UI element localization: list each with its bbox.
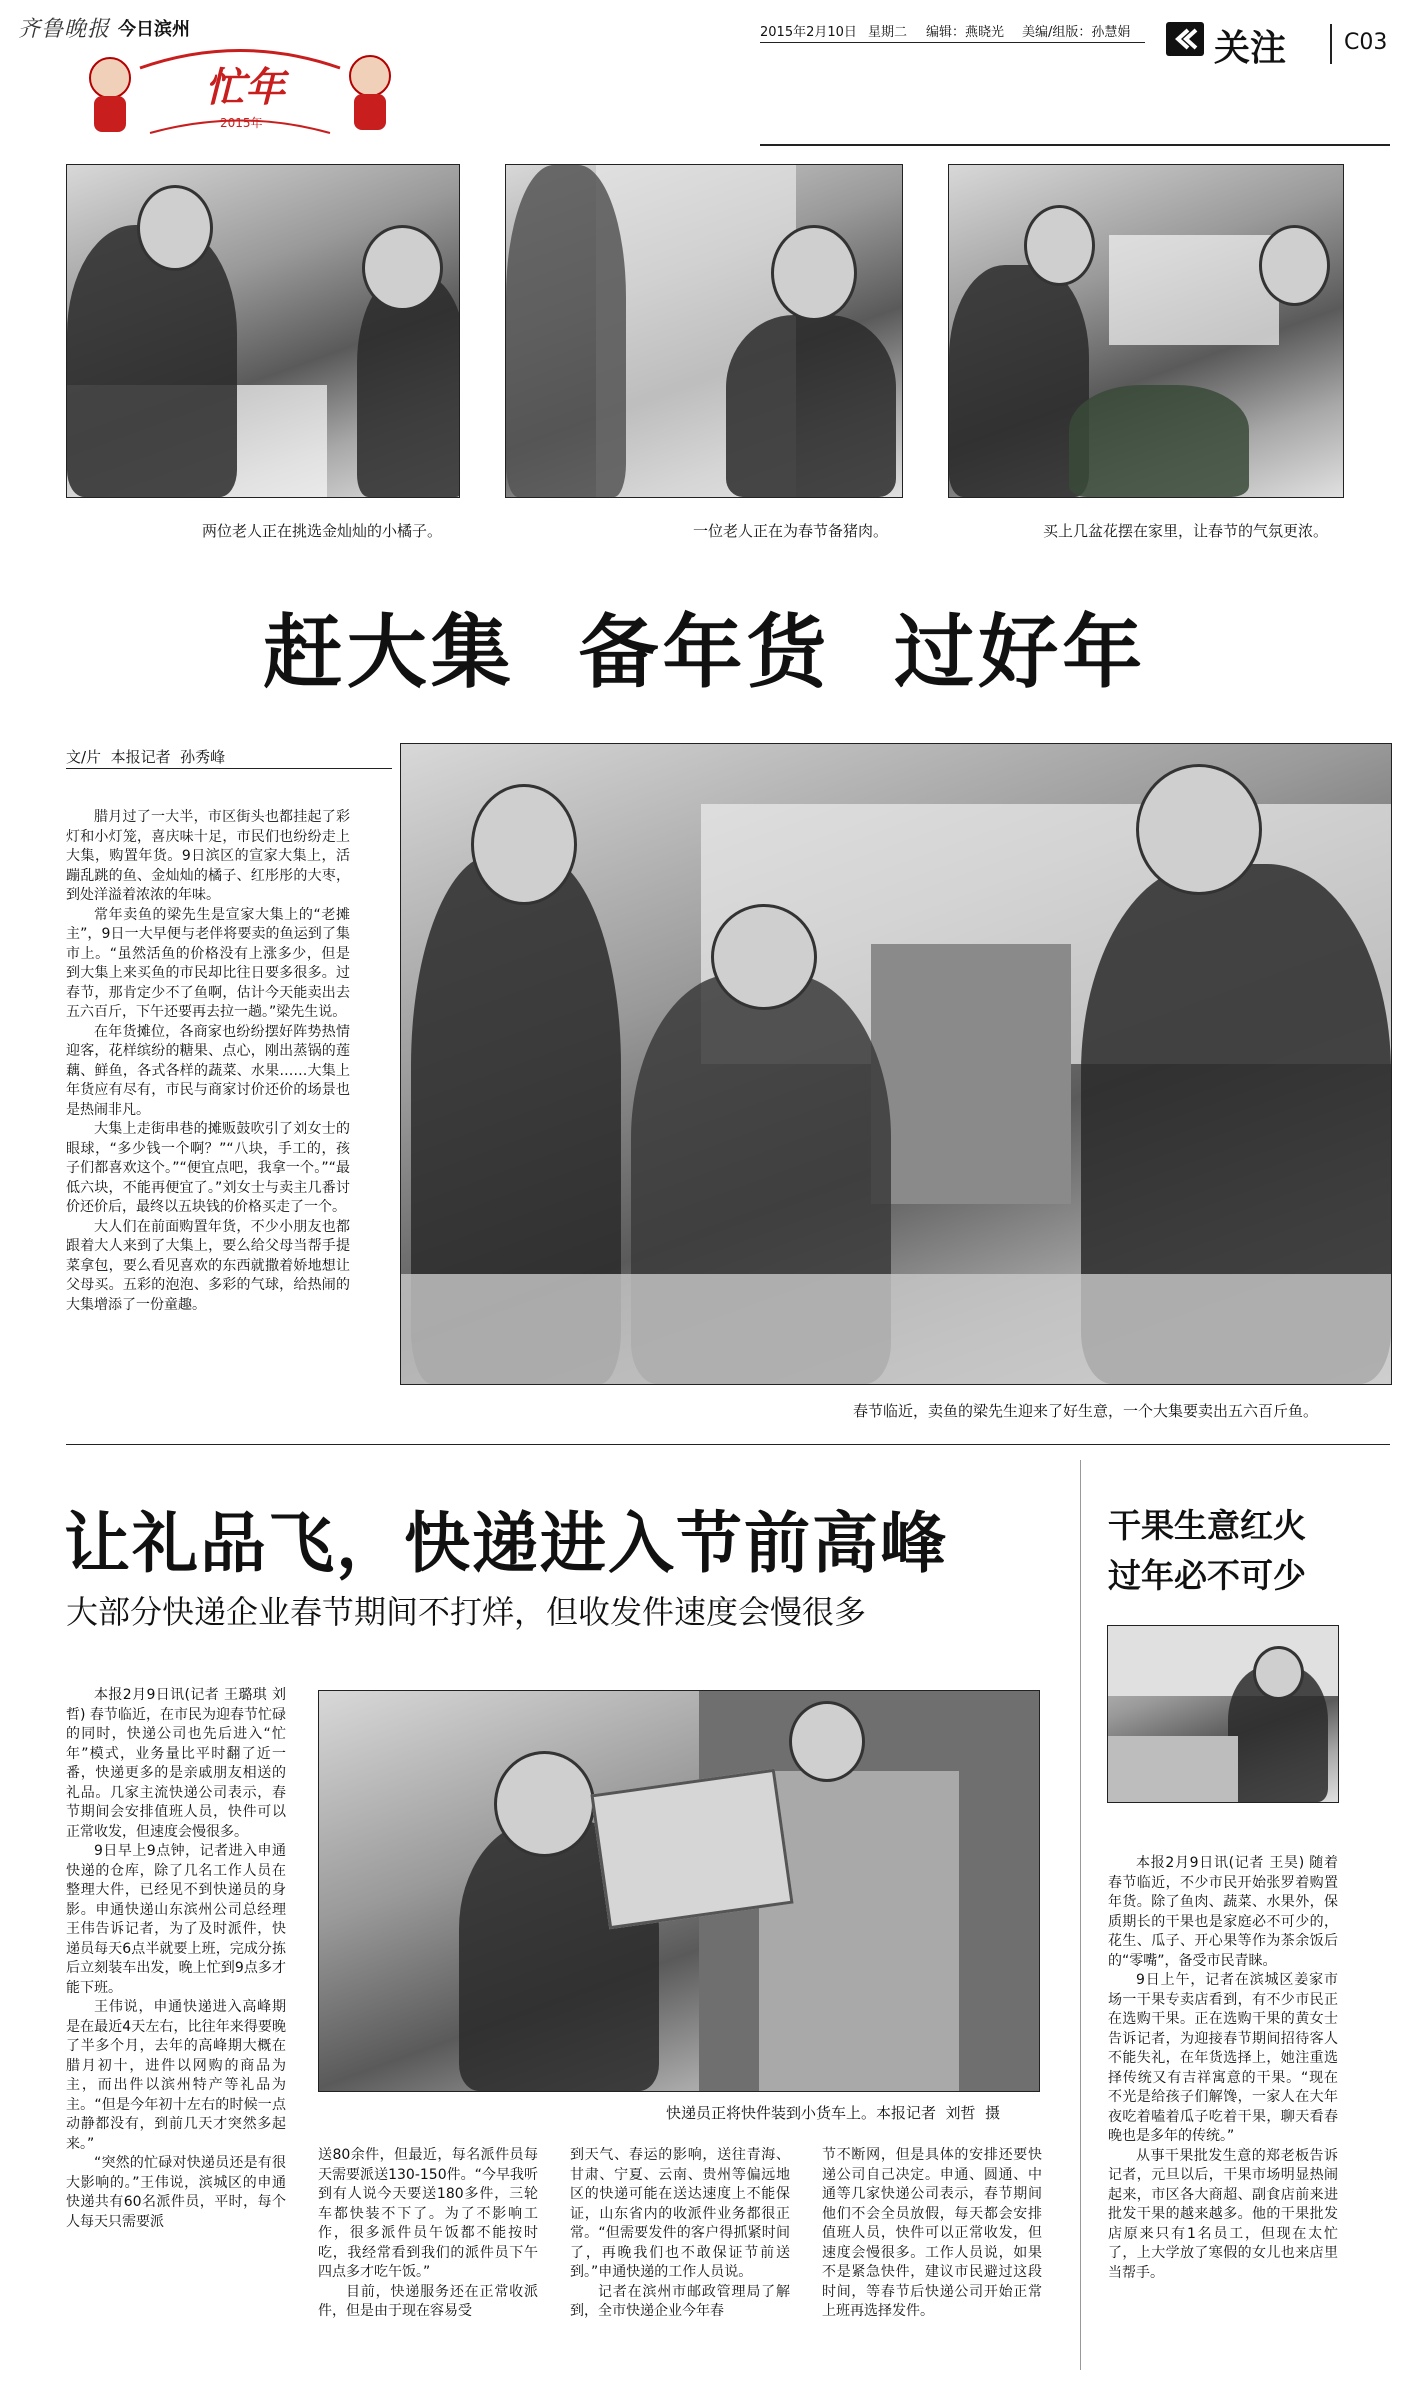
page-number: C03 [1344,30,1388,55]
feature-body [66,808,350,1315]
photo-courier [318,1690,1040,2092]
section-separator [66,1444,1390,1445]
express-paragraph: “突然的忙碌对快递员还是有很大影响的。”王伟说，滨城区的申通快递共有60名派件员，平时，每个人每天只需要派 [66,2155,286,2230]
express-col-1 [66,1686,286,2232]
section-title: 关注 [1214,28,1287,69]
section-divider [1330,24,1332,64]
masthead-underline [760,42,1145,43]
nuts-headline-line1: 干果生意红火 [1108,1506,1306,1545]
express-col-4 [822,2146,1042,2322]
feature-paragraph: 大集上走街串巷的摊贩鼓吹引了刘女士的眼球，“多少钱一个啊？”“八块，手工的，孩子们都喜欢这个。”“便宜点吧，我拿一个。”“最低六块，不能再便宜了。”刘女士与卖主几番讨价还价后，最终以五块钱的价格买走了一个。 [66,1121,350,1215]
photo-flowers [948,164,1344,498]
designer-credit: 美编/组版：孙慧娟 [1022,25,1131,40]
express-paragraph: 到天气、春运的影响，送往青海、甘肃、宁夏、云南、贵州等偏远地区的快递可能在送达速度上不能保证，山东省内的收派件业务都很正常。“但需要发件的客户得抓紧时间了，再晚我们也不敢保证节前送到。”申通快递的工作人员说。 [570,2147,790,2280]
express-paragraph: 王伟说，申通快递进入高峰期是在最近4天左右，比往年来得要晚了半多个月，去年的高峰期大概在腊月初十，进件以网购的商品为主，而出件以滨州特产等礼品为主。“但是今年初十左右的时候一点动静都没有，到前几天才突然多起来。” [66,1999,286,2152]
nuts-body [1108,1854,1338,2283]
nuts-headline-line2: 过年必不可少 [1108,1556,1306,1595]
feature-paragraph: 在年货摊位，各商家也纷纷摆好阵势热情迎客，花样缤纷的糖果、点心，刚出蒸锅的莲藕、鲜鱼，各式各样的蔬菜、水果……大集上年货应有尽有，市民与商家讨价还价的场景也是热闹非凡。 [66,1023,350,1118]
express-subheadline: 大部分快递企业春节期间不打烊，但收发件速度会慢很多 [66,1593,867,1631]
express-paragraph: 9日早上9点钟，记者进入申通快递的仓库，除了几名工作人员在整理大件，已经见不到快递员的身影。申通快递山东滨州公司总经理王伟告诉记者，为了及时派件，快递员每天6点半就要上班，完成分拣后立刻装车出发，晚上忙到9点多才能下班。 [66,1843,286,1996]
photo-oranges [66,164,460,498]
express-headline: 让礼品飞，快递进入节前高峰 [64,1505,948,1582]
feature-paragraph: 常年卖鱼的梁先生是宣家大集上的“老摊主”，9日一大早便与老伴将要卖的鱼运到了集市上。“虽然活鱼的价格没有上涨多少，但是到大集上来买鱼的市民却比往日要多很多。过春节，那肯定少不了鱼啊，估计今天能卖出去五六百斤，下午还要再去拉一趟。”梁先生说。 [66,906,350,1020]
feature-byline: 文/片 本报记者 孙秀峰 [66,748,226,766]
caption-oranges: 两位老人正在挑选金灿灿的小橘子。 [202,522,443,540]
edition-name: 今日滨州 [118,19,190,40]
express-col-3 [570,2146,790,2322]
logo-text: 忙年 [205,64,285,111]
express-paragraph: 目前，快递服务还在正常收派件，但是由于现在容易受 [318,2283,538,2319]
paper-name: 齐鲁晚报 [18,17,111,42]
caption-pork: 一位老人正在为春节备猪肉。 [693,522,889,540]
editor-credit: 编辑：燕晓光 [926,25,1005,40]
photo-nut-shop [1107,1625,1339,1803]
feature-headline: 赶大集 备年货 过好年 [262,606,1147,699]
issue-weekday: 星期二 [868,25,908,40]
caption-fish-market: 春节临近，卖鱼的梁先生迎来了好生意，一个大集要卖出五六百斤鱼。 [853,1402,1319,1420]
photo-fish-market [400,743,1392,1385]
caption-courier: 快递员正将快件装到小货车上。本报记者 刘哲 摄 [666,2104,1001,2122]
sidebar-divider [1080,1460,1081,2370]
express-paragraph: 节不断网，但是具体的安排还要快递公司自己决定。申通、圆通、中通等几家快递公司表示，春节期间他们不会全员放假，每天都会安排值班人员，快件可以正常收发，但速度会慢很多。工作人员说，如果不是紧急快件，建议市民避过这段时间，等春节后快递公司开始正常上班再选择发件。 [822,2147,1042,2319]
festival-logo [70,38,410,143]
caption-flowers: 买上几盆花摆在家里，让春节的气氛更浓。 [1043,522,1329,540]
section-marker-icon [1166,22,1204,56]
photo-pork [505,164,903,498]
express-paragraph: 本报2月9日讯(记者 王璐琪 刘哲) 春节临近，在市民为迎春节忙碌的同时，快递公司也先后进入“忙年”模式，业务量比平时翻了近一番，快递更多的是亲戚朋友相送的礼品。几家主流快递公司表示，春节期间会安排值班人员，快件可以正常收发，但速度会慢很多。 [66,1687,286,1840]
issue-date: 2015年2月10日 [760,25,857,40]
nuts-paragraph: 9日上午，记者在滨城区姜家市场一干果专卖店看到，有不少市民正在选购干果。正在选购干果的黄女士告诉记者，为迎接春节期间招待客人不能失礼，在年货选择上，她注重选择传统又有吉祥寓意的干果。“现在不光是给孩子们解馋，一家人在大年夜吃着嗑着瓜子吃着干果，聊天看春晚也是多年的传统。” [1108,1972,1338,2144]
logo-year: 2015年 [220,116,263,130]
feature-paragraph: 腊月过了一大半，市区街头也都挂起了彩灯和小灯笼，喜庆味十足，市民们也纷纷走上大集，购置年货。9日滨区的宣家大集上，活蹦乱跳的鱼、金灿灿的橘子、红彤彤的大枣，到处洋溢着浓浓的年味。 [66,809,350,903]
express-paragraph: 记者在滨州市邮政管理局了解到，全市快递企业今年春 [570,2283,790,2319]
nuts-paragraph: 从事干果批发生意的郑老板告诉记者，元旦以后，干果市场明显热闹起来，市区各大商超、副食店前来进批发干果的越来越多。他的干果批发店原来只有1名员工，但现在太忙了，上大学放了寒假的女儿也来店里当帮手。 [1108,2147,1338,2281]
feature-paragraph: 大人们在前面购置年货，不少小朋友也都跟着大人来到了大集上，要么给父母当帮手提菜拿包，要么看见喜欢的东西就撒着娇地想让父母买。五彩的泡泡、多彩的气球，给热闹的大集增添了一份童趣。 [66,1218,350,1313]
masthead [0,0,1409,150]
express-paragraph: 送80余件，但最近，每名派件员每天需要派送130-150件。“今早我听到有人说今天要送180多件，三轮车都快装不下了。为了不影响工作，很多派件员午饭都不能按时吃，我经常看到我们的派件员下午四点多才吃午饭。” [318,2147,538,2280]
header-rule [760,144,1390,146]
nuts-paragraph: 本报2月9日讯(记者 王昊) 随着春节临近，不少市民开始张罗着购置年货。除了鱼肉、蔬菜、水果外，保质期长的干果也是家庭必不可少的，花生、瓜子、开心果等作为茶余饭后的“零嘴”，备受市民青睐。 [1108,1855,1338,1969]
express-col-2 [318,2146,538,2322]
byline-rule [66,768,392,769]
